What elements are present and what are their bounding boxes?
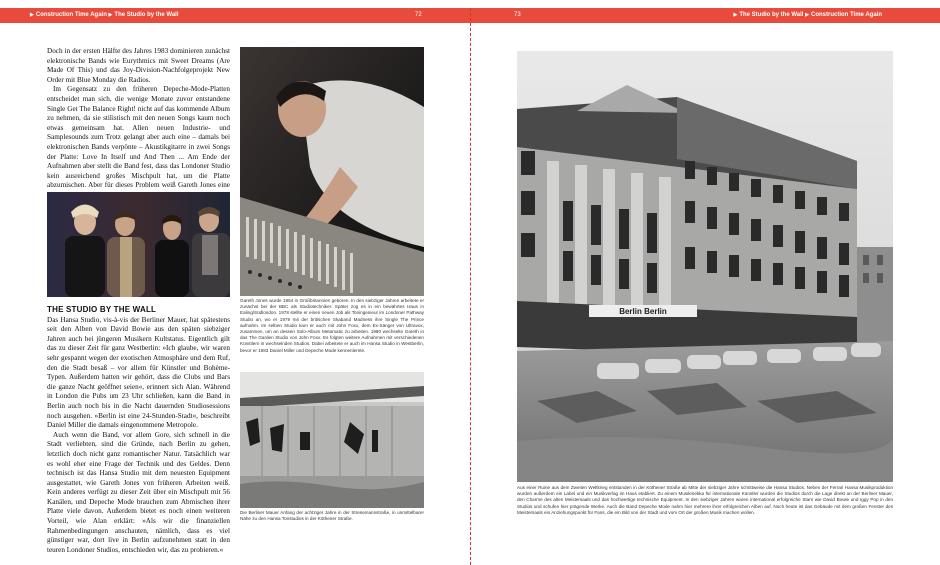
triangle-icon: ▶ bbox=[30, 12, 34, 18]
left-page-number: 72 bbox=[415, 12, 422, 18]
page-gutter bbox=[470, 8, 471, 565]
right-page-number: 73 bbox=[514, 12, 521, 18]
wall-photo-caption: Die Berliner Mauer Anfang der achtziger Jahre in der Stresemannstraße, in unmittelbarer Nähe zu den Hansa Tonstudios in der Köthener Straße. bbox=[240, 510, 424, 522]
left-header-titles: ▶ Construction Time Again ▶ The Studio by the Wall bbox=[30, 12, 179, 18]
paragraph: Auch wenn die Band, vor allem Gore, sich schnell in die Stadt verliebten, sind die Gründe, nach Berlin zu gehen, letztlich doch nicht ganz romantischer Natur. Tatsächlich war es wohl eher eine Frage der Technik und des Geldes. Denn technisch ist das Hansa Studio mit dem neuesten Equipment ausgestattet, wie Gareth Jones von früheren Arbeiten weiß. Kein anderes verfügt zu dieser Zeit über ein Mischpult mit 56 Kanälen, und Depeche Mode brauchen zum Abmischen ihrer Platte viele davon. Außerdem bietet es noch einen weiteren Vorteil, wie Alan erklärt: »Als wir die finanziellen Rahmenbedingungen anschauten, nämlich, dass es viel günstiger war, dort live in Berlin aufzunehmen statt in den teuren Londoner Studios, entschieden wir, das zu probieren.« bbox=[47, 430, 230, 554]
right-page-header bbox=[470, 8, 940, 23]
triangle-icon: ▶ bbox=[733, 12, 738, 18]
left-page-header bbox=[0, 8, 470, 23]
studio-photo-caption: Gareth Jones wurde 1954 in Großbritannien geboren. In den siebziger Jahren arbeitete er zunächst bei der BBC als Studiotechniker. Später zog es in ein bewährtes Haus in Ealing/Südlondon. 1978 stellte er einen neuen Job als Toningenieur im Londoner Pathway Studio an, wo er 1979 mit der britischen Skaband Madness ihre Single The Prince aufnahm. Im selben Studio kam er auch mit John Foxx, dem Ex-Sänger von Ultravox, zusammen, um an dessen Solo-Album Metamatic zu arbeiten. 1980 wechselte Gareth in das The Garden Studio von John Foxx. Es folgten weitere Aufnahmen mit verschiedenen Künstlern in wechselnden Studios. Dabei arbeitete er auch im Hansa Studio in Westberlin, bevor er 1983 Daniel Miller und Depeche Mode kennenlernte. bbox=[240, 298, 424, 353]
shop-sign: Berlin Berlin bbox=[619, 307, 667, 316]
studio-photo bbox=[240, 47, 424, 296]
building-photo-caption: Aus einer Ruine aus dem Zweiten Weltkrieg entstanden in der Köthener Straße ab Mitte der siebziger Jahre schrittweise die Hansa Studios. Neben der Ferrari Hansa Musikproduktion wurden außerdem ein Label und ein Musikverlag im Haus etabliert. Zu einem Musikmekka für internationale Künstler wurden die Studios durch die Lage direkt an der Berliner Mauer, den Charme des alten Meistersaals und das hochwertige technische Equipment. In den siebziger Jahren waren international erfolgreiche Stars wie David Bowie und Iggy Pop in den Studios und schufen hier prägende Werke. Auch die Band Depeche Mode nahm hier mehrere ihrer erfolgreichen Alben auf. Noch heute ist das Gebäude mit dem großen Fenster des Meistersaals ein Anziehungspunkt für Fans, die ein Bild von der Stadt und vom Ort der großen Musik machen wollen. bbox=[517, 485, 893, 515]
section-heading: THE STUDIO BY THE WALL bbox=[47, 305, 157, 314]
triangle-icon: ▶ bbox=[108, 12, 113, 18]
left-text-column-top bbox=[47, 47, 230, 201]
left-text-column-bottom bbox=[47, 303, 230, 555]
paragraph: Im Gegensatz zu den früheren Depeche-Mode-Platten entscheidet man sich, die wenige Monate zuvor entstandene Single Get The Balance Right! nicht auf das kommende Album zu nehmen, da sie stilistisch mit den neuen Songs kaum noch etwas gemeinsam hat. Allen neuen Industrie- und Samplesounds zum Trotz gelangt aber auch eine – damals bei elektronischen Bands verpönte – Akustikgitarre in zwei Songs der Platte: Love In Itself und And Then ... Am Ende der Aufnahmen aber stellt die Band fest, dass das Londoner Studio kein ausreichend großes Mischpult hat, um die Platte abzumischen. Aber für dieses Problem weiß Gareth Jones eine bbox=[47, 85, 230, 190]
hansa-building-photo bbox=[517, 51, 893, 482]
paragraph: Das Hansa Studio, vis-à-vis der Berliner Mauer, hat spätestens seit den Alben von David Bowie aus den späten siebziger Jahren auch bei jüngeren Musikern Kultstatus. Eigentlich gilt das zu dieser Zeit für ganz Westberlin: »Ich glaube, wir waren sehr gespannt wegen der exotischen Atmosphäre und dem Ruf, den die Stadt besaß – vor allem für Künstler und Bohème-Typen. Außerdem hatten wir gehört, dass die Clubs und Bars die ganze Nacht geöffnet seien«, erinnert sich Alan. Während in London die Pubs um 23 Uhr schließen, kann die Band in Berlin auch noch bis in die Nacht dauernden Studiosessions noch ausgehen. »Berlin ist eine 24-Stunden-Stadt«, beschreibt Daniel Miller die damals eingenommene Metropole. bbox=[47, 315, 230, 430]
berlin-wall-photo bbox=[240, 372, 424, 508]
right-header-titles: ▶ The Studio by the Wall ▶ Construction Time Again bbox=[733, 12, 882, 18]
triangle-icon: ▶ bbox=[805, 12, 809, 18]
band-photo bbox=[47, 192, 230, 297]
paragraph: Doch in der ersten Hälfte des Jahres 1983 dominieren zunächst elektronische Bands wie Eurythmics mit Sweet Dreams (Are Made Of This) und das Joy-Division-Nachfolgeprojekt New Order mit Blue Monday die Radios. bbox=[47, 47, 230, 84]
